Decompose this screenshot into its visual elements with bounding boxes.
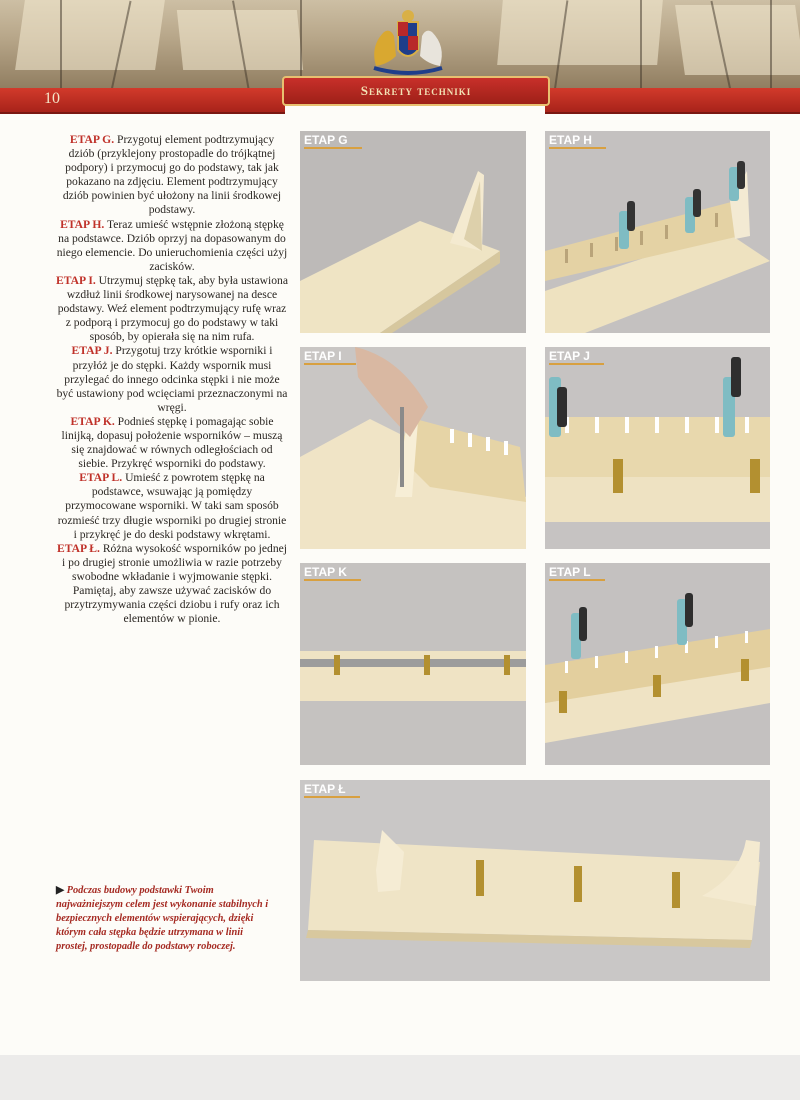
instruction-etap-j <box>56 344 288 414</box>
section-title: Sekrety techniki <box>360 83 472 98</box>
photo-etap-k <box>300 563 526 765</box>
photo-etap-g <box>300 131 526 333</box>
caption-text: Podczas budowy podstawki Twoim najważniejszym celem jest wykonanie stabilnych i bezpiecznych elementów wspierających, dzięki którym cała stępka będzie utrzymana w linii prostej, prostopadle do podstawy roboczej. <box>56 885 269 952</box>
page-number: 10 <box>44 90 60 107</box>
instruction-text: Różna wysokość wsporników po jednej i po drugiej stronie umożliwia w razie potrzeby swobodne wkładanie i wyjmowanie stępki. Pamiętaj, aby zawsze używać zacisków do przytrzymywania części dziobu i rufy oraz ich elementów w pionie. <box>62 541 288 626</box>
triangle-right-icon: ▶ <box>56 885 64 896</box>
instruction-label: ETAP K. <box>70 414 115 428</box>
photo-tag: ETAP I <box>304 349 356 365</box>
photo-etap-j <box>545 347 770 549</box>
instruction-etap-l <box>56 471 288 541</box>
instruction-label: ETAP H. <box>60 217 105 231</box>
photo-caption <box>56 884 276 954</box>
instructions-column <box>56 133 288 626</box>
instruction-text: Przygotuj trzy krótkie wsporniki i przyłóż je do stępki. Każdy wspornik musi przylegać do innego odcinka stępki i nie może być ustawiony pod wcięciami przeznaczonymi na wręgi. <box>56 344 288 414</box>
photo-tag: ETAP J <box>549 349 604 365</box>
instruction-text: Przygotuj element podtrzymujący dziób (przyklejony prostopadle do trójkątnej podpory) i przymocuj go do podstawy, tak jak pokazano na zdjęciu. Element podtrzymujący dziób powinien być ułożony na linii środkowej podstawy. <box>62 133 282 217</box>
instruction-etap-h <box>56 218 288 274</box>
photo-etap-l <box>545 563 770 765</box>
photo-tag: ETAP Ł <box>304 782 360 798</box>
instruction-label: ETAP G. <box>69 133 115 146</box>
instruction-text: Teraz umieść wstępnie złożoną stępkę na podstawce. Dziób oprzyj na dopasowanym do niego elemencie. Do unieruchomienia części użyj zacisków. <box>56 217 288 273</box>
royal-coat-of-arms-icon <box>360 8 456 78</box>
instruction-etap-g <box>56 133 288 218</box>
instruction-label: ETAP I. <box>56 273 96 287</box>
header-ribbon-left <box>0 88 285 114</box>
instruction-etap-l-stroke <box>56 542 288 627</box>
photo-etap-h <box>545 131 770 333</box>
photo-etap-l-stroke <box>300 780 770 981</box>
instruction-label: ETAP L. <box>79 471 123 485</box>
photo-tag: ETAP K <box>304 565 361 581</box>
photo-tag: ETAP G <box>304 133 362 149</box>
page-bottom-margin <box>0 1055 800 1100</box>
instruction-label: ETAP Ł. <box>56 541 100 555</box>
instruction-etap-k <box>56 415 288 471</box>
instruction-label: ETAP J. <box>71 344 113 358</box>
photo-tag: ETAP H <box>549 133 606 149</box>
instruction-etap-i <box>56 274 288 344</box>
instruction-text: Utrzymuj stępkę tak, aby była ustawiona wzdłuż linii środkowej narysowanej na desce podstawy. Weź element podtrzymujący rufę wraz z podporą i przymocuj go do podstawy w taki sposób, by opierała się na nim rufa. <box>57 273 288 344</box>
section-banner <box>282 76 550 106</box>
header-ribbon-right <box>545 88 800 114</box>
photo-tag: ETAP L <box>549 565 605 581</box>
instruction-text: Umieść z powrotem stępkę na podstawce, wsuwając ją pomiędzy przymocowane wsporniki. W taki sam sposób rozmieść trzy długie wsporniki po drugiej stronie i przykręć je do deski podstawy wkrętami. <box>57 471 287 541</box>
instruction-text: Podnieś stępkę i pomagając sobie linijką, dopasuj położenie wsporników – muszą się znajdować w równych odległościach od siebie. Przykręć wsporniki do podstawy. <box>61 414 283 471</box>
photo-etap-i <box>300 347 526 549</box>
